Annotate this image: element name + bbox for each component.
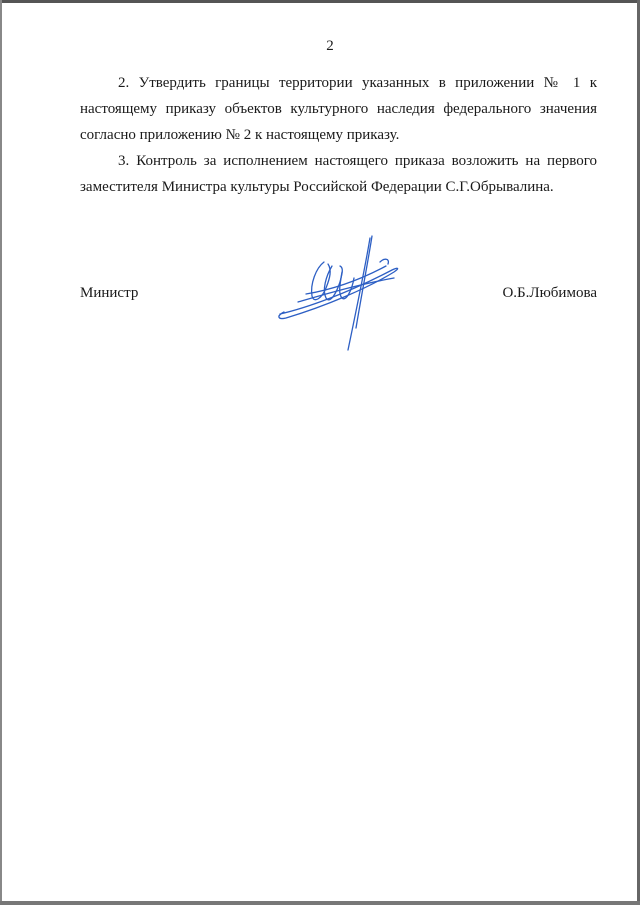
paragraph-item-2 — [80, 70, 597, 148]
scan-border-left — [0, 0, 2, 905]
paragraph-text: 3. Контроль за исполнением настоящего приказа возложить на первого заместителя Министра культуры Российской Федерации С.Г.Обрывалина. — [80, 153, 597, 195]
scan-border-top — [0, 0, 640, 3]
paragraph-item-3 — [80, 148, 597, 200]
signatory-name: О.Б.Любимова — [502, 285, 597, 301]
paragraph-text: 2. Утвердить границы территории указанных в приложении № 1 к настоящему приказу объектов культурного наследия федерального значения согласно приложению № 2 к настоящему приказу. — [80, 75, 597, 143]
page-number: 2 — [326, 38, 334, 54]
signatory-title: Министр — [80, 285, 139, 301]
scan-border-bottom — [0, 901, 640, 905]
handwritten-signature — [276, 232, 404, 354]
